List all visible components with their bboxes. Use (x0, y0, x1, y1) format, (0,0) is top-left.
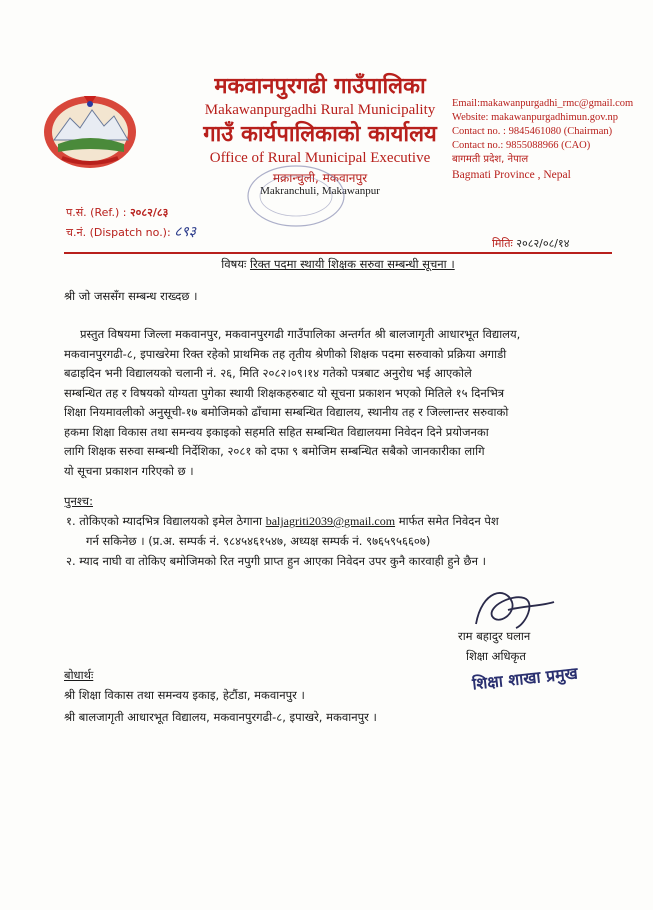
body-line: शिक्षा नियमावलीको अनुसूची-१७ बमोजिमको ढाँचामा सम्बन्धित विद्यालय, स्थानीय तह र जिल्लान्तर सरुवाको (64, 405, 509, 419)
dispatch-number: च.नं. (Dispatch no.): ८९३ (66, 224, 197, 240)
signatory-title: शिक्षा अधिकृत (466, 649, 526, 663)
office-stamp (226, 162, 356, 232)
postscript-item-1-cont: गर्न सकिनेछ । (प्र.अ. सम्पर्क नं. ९८४५४६१५४७, अध्यक्ष सम्पर्क नं. ९७६५९५६६०७) (86, 534, 431, 548)
postscript-heading: पुनश्च: (64, 494, 93, 508)
body-line: हकमा शिक्षा विकास तथा समन्वय इकाइको सहमति सहित सम्बन्धित विद्यालयमा निवेदन दिने प्रयोजनका (64, 424, 489, 439)
signatory-name: राम बहादुर घलान (458, 629, 531, 643)
province-nepali: बागमती प्रदेश, नेपाल (452, 154, 529, 165)
municipality-name-nepali: मकवानपुरगढी गाउँपालिका (214, 74, 426, 99)
body-paragraph (64, 325, 620, 481)
office-name-english: Office of Rural Municipal Executive (209, 150, 431, 166)
postscript-item-2: २. म्याद नाघी वा तोकिए बमोजिमको रित नपुगी प्राप्त हुन आएका निवेदन उपर कुनै कारवाही हुने छैन । (66, 554, 486, 568)
body-line: यो सूचना प्रकाशन गरिएको छ । (64, 463, 194, 478)
body-line: लागि शिक्षक सरुवा सम्बन्धी निर्देशिका, २०८१ को दफा ९ बमोजिम सम्बन्धित सबैको जानकारीका लागि (64, 444, 485, 458)
nepal-emblem-logo (40, 88, 140, 172)
address-nepali: मक्रान्चुली, मकवानपुर (272, 171, 368, 185)
contact-phone-chairman: Contact no. : 9845461080 (Chairman) (452, 126, 613, 137)
municipality-name-english: Makawanpurgadhi Rural Municipality (204, 102, 436, 118)
cc-heading: बोधार्थः (64, 668, 94, 682)
subject-line: विषयः रिक्त पदमा स्थायी शिक्षक सरुवा सम्बन्धी सूचना । (221, 257, 455, 271)
body-line: बढाइदिन भनी विद्यालयको चलानी नं. २६, मिति २०८२।०९।१४ गतेको पत्रबाट अनुरोध भई आएकोले (64, 366, 472, 380)
cc-item: श्री शिक्षा विकास तथा समन्वय इकाइ, हेटौंडा, मकवानपुर । (64, 688, 305, 702)
office-name-nepali: गाउँ कार्यपालिकाको कार्यालय (203, 122, 437, 147)
body-line: सम्बन्धित तह र विषयको योग्यता पुगेका स्थायी शिक्षकहरुबाट यो सूचना प्रकाशन भएको मितिले १५ दिनभित्र (64, 385, 505, 400)
contact-website: Website: makawanpurgadhimun.gov.np (452, 112, 618, 123)
postscript-item-1: १. तोकिएको म्यादभित्र विद्यालयको इमेल ठेगाना baljagriti2039@gmail.com मार्फत समेत निवेदन पेश (66, 514, 499, 528)
body-line: प्रस्तुत विषयमा जिल्ला मकवानपुर, मकवानपुरगढी गाउँपालिका अन्तर्गत श्री बालजागृती आधारभूत विद्यालय, (80, 327, 521, 341)
province-english: Bagmati Province , Nepal (452, 169, 571, 181)
contact-phone-cao: Contact no.: 9855088966 (CAO) (452, 140, 591, 151)
section-head-stamp: शिक्षा शाखा प्रमुख (471, 663, 579, 694)
letter-date: मितिः २०८२/०८/१४ (492, 237, 570, 250)
salutation: श्री जो जससँग सम्बन्ध राख्दछ । (64, 289, 198, 303)
school-email-link[interactable]: baljagriti2039@gmail.com (265, 514, 396, 528)
contact-email: Email:makawanpurgadhi_rmc@gmail.com (452, 98, 634, 109)
header-divider (64, 252, 612, 254)
body-line: मकवानपुरगढी-८, इपाखरेमा रिक्त रहेको प्राथमिक तह तृतीय श्रेणीको शिक्षक पदमा सरुवाको प्रक्रिया अगाडी (64, 346, 507, 361)
cc-item: श्री बालजागृती आधारभूत विद्यालय, मकवानपुरगढी-८, इपाखरे, मकवानपुर । (64, 710, 377, 724)
address-english: Makranchuli, Makawanpur (260, 185, 380, 197)
ref-number: प.सं. (Ref.) : २०८२/८३ (66, 206, 169, 219)
